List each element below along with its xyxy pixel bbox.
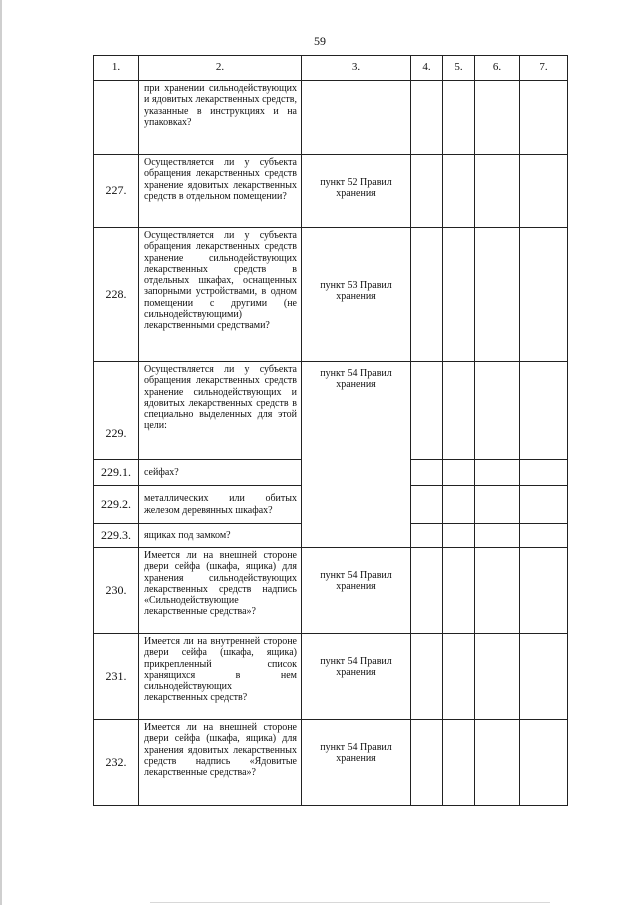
question-cell: [139, 362, 302, 460]
question-cell: [139, 524, 302, 548]
question-cell: [139, 486, 302, 524]
answer-cell[interactable]: [411, 720, 443, 806]
row-number: 228.: [94, 228, 139, 362]
answer-cell[interactable]: [411, 228, 443, 362]
question-text: Имеется ли на внутренней стороне двери сейфа (шкафа, ящика) прикрепленный список хранящихся в нем сильнодействующих лекарственных средств?: [144, 636, 297, 704]
reference-cell: [302, 155, 411, 228]
answer-cell[interactable]: [520, 81, 568, 155]
answer-cell[interactable]: [475, 81, 520, 155]
page-number: 59: [314, 34, 326, 48]
reference-text: пункт 54 Правил хранения: [320, 570, 392, 593]
question-text: Имеется ли на внешней стороне двери сейфа (шкафа, ящика) для хранения сильнодействующих лекарственных средств надпись «Сильнодействующие лекарственные средства»?: [144, 550, 297, 618]
answer-cell[interactable]: [443, 228, 475, 362]
reference-cell: [302, 634, 411, 720]
answer-cell[interactable]: [411, 548, 443, 634]
answer-cell[interactable]: [411, 486, 443, 524]
answer-cell[interactable]: [520, 524, 568, 548]
answer-cell[interactable]: [411, 362, 443, 460]
reference-cell: [302, 228, 411, 362]
row-number: 229.2.: [94, 486, 139, 524]
table-row: [94, 362, 568, 460]
answer-cell[interactable]: [443, 486, 475, 524]
answer-cell[interactable]: [475, 155, 520, 228]
answer-cell[interactable]: [411, 155, 443, 228]
question-text: при хранении сильнодействующих и ядовитых лекарственных средств, указанные в инструкциях и на упаковках?: [144, 83, 297, 128]
column-header: 2.: [139, 56, 302, 81]
answer-cell[interactable]: [443, 155, 475, 228]
scan-bottom-edge: [150, 902, 550, 903]
column-header: 1.: [94, 56, 139, 81]
answer-cell[interactable]: [443, 362, 475, 460]
answer-cell[interactable]: [443, 634, 475, 720]
answer-cell[interactable]: [475, 486, 520, 524]
checklist-table: [93, 55, 568, 806]
answer-cell[interactable]: [443, 548, 475, 634]
table-row: [94, 634, 568, 720]
answer-cell[interactable]: [475, 460, 520, 486]
reference-text: пункт 54 Правил хранения: [320, 656, 392, 679]
question-cell: [139, 720, 302, 806]
reference-cell: [302, 720, 411, 806]
table-header-row: [94, 56, 568, 81]
question-cell: [139, 155, 302, 228]
scan-edge: [0, 0, 2, 905]
row-number: 229.3.: [94, 524, 139, 548]
row-number: 229.: [94, 362, 139, 460]
question-text: Осуществляется ли у субъекта обращения лекарственных средств хранение ядовитых лекарственных средств в отдельном помещении?: [144, 157, 297, 202]
table-row: [94, 548, 568, 634]
answer-cell[interactable]: [443, 524, 475, 548]
answer-cell[interactable]: [475, 720, 520, 806]
answer-cell[interactable]: [411, 524, 443, 548]
answer-cell[interactable]: [520, 228, 568, 362]
reference-text: пункт 53 Правил хранения: [320, 280, 392, 303]
row-number: 232.: [94, 720, 139, 806]
question-text: Осуществляется ли у субъекта обращения лекарственных средств хранение сильнодействующих лекарственных средств в отдельных шкафах, оснащенных запорными устройствами, в одном помещении с другими (не сильнодействующими) лекарственными средствами?: [144, 230, 297, 332]
reference-cell: [302, 362, 411, 548]
question-text: сейфах?: [144, 466, 179, 478]
column-header: 4.: [411, 56, 443, 81]
table-row: [94, 155, 568, 228]
row-number: 230.: [94, 548, 139, 634]
answer-cell[interactable]: [411, 460, 443, 486]
question-text: Имеется ли на внешней стороне двери сейфа (шкафа, ящика) для хранения ядовитых лекарственных средств надпись «Ядовитые лекарственные средства»?: [144, 722, 297, 779]
answer-cell[interactable]: [520, 634, 568, 720]
answer-cell[interactable]: [475, 634, 520, 720]
table-row: [94, 720, 568, 806]
row-number: 229.1.: [94, 460, 139, 486]
answer-cell[interactable]: [475, 524, 520, 548]
question-text: Осуществляется ли у субъекта обращения лекарственных средств хранение сильнодействующих и ядовитых лекарственных средств в специально выделенных для этой цели:: [144, 364, 297, 432]
answer-cell[interactable]: [520, 486, 568, 524]
question-text: металлических или обитых железом деревянных шкафах?: [144, 493, 297, 516]
answer-cell[interactable]: [520, 155, 568, 228]
column-header: 5.: [443, 56, 475, 81]
table-row: [94, 81, 568, 155]
answer-cell[interactable]: [443, 460, 475, 486]
reference-text: пункт 52 Правил хранения: [320, 177, 392, 200]
column-header: 6.: [475, 56, 520, 81]
answer-cell[interactable]: [443, 720, 475, 806]
answer-cell[interactable]: [520, 720, 568, 806]
answer-cell[interactable]: [475, 548, 520, 634]
column-header: 7.: [520, 56, 568, 81]
answer-cell[interactable]: [411, 634, 443, 720]
reference-cell: [302, 81, 411, 155]
row-number: [94, 81, 139, 155]
table-row: [94, 228, 568, 362]
question-cell: [139, 548, 302, 634]
answer-cell[interactable]: [475, 362, 520, 460]
reference-text: пункт 54 Правил хранения: [320, 742, 392, 765]
reference-text: пункт 54 Правил хранения: [320, 368, 392, 391]
question-cell: [139, 228, 302, 362]
question-cell: [139, 460, 302, 486]
answer-cell[interactable]: [520, 362, 568, 460]
answer-cell[interactable]: [475, 228, 520, 362]
row-number: 231.: [94, 634, 139, 720]
answer-cell[interactable]: [520, 460, 568, 486]
question-text: ящиках под замком?: [144, 529, 231, 541]
question-cell: [139, 81, 302, 155]
answer-cell[interactable]: [411, 81, 443, 155]
question-cell: [139, 634, 302, 720]
reference-cell: [302, 548, 411, 634]
answer-cell[interactable]: [443, 81, 475, 155]
row-number: 227.: [94, 155, 139, 228]
column-header: 3.: [302, 56, 411, 81]
answer-cell[interactable]: [520, 548, 568, 634]
